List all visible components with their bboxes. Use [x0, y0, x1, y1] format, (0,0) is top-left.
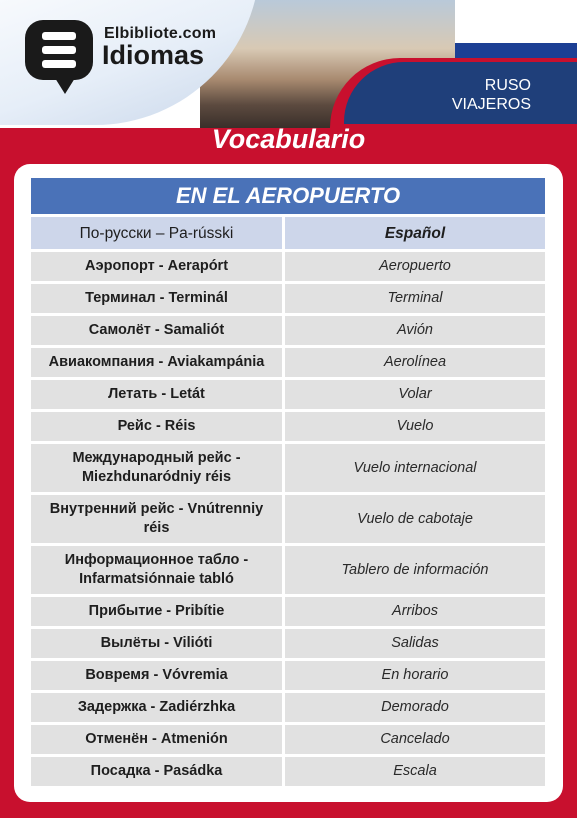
russian-term: Задержка - Zadiérzhka: [31, 693, 285, 722]
table-row: [31, 722, 545, 754]
table-row: [31, 249, 545, 281]
table-row: [31, 543, 545, 594]
table-header-row: [31, 214, 545, 249]
russian-term: Посадка - Pasádka: [31, 757, 285, 786]
russian-term: Самолёт - Samaliót: [31, 316, 285, 345]
table-title: EN EL AEROPUERTO: [31, 178, 545, 214]
table-row: [31, 626, 545, 658]
russian-term: Прибытие - Pribítie: [31, 597, 285, 626]
spanish-term: Demorado: [285, 693, 545, 722]
table-row: [31, 492, 545, 543]
russian-term: Внутренний рейс - Vnútrenniy réis: [31, 495, 285, 543]
russian-term: Отменён - Atmenión: [31, 725, 285, 754]
column-header-spanish: Español: [285, 217, 545, 249]
vocabulary-table: [31, 178, 545, 786]
russian-term: Авиакомпания - Aviakampánia: [31, 348, 285, 377]
table-row: [31, 690, 545, 722]
table-row: [31, 754, 545, 786]
spanish-term: Cancelado: [285, 725, 545, 754]
spanish-term: Arribos: [285, 597, 545, 626]
spanish-term: Vuelo internacional: [285, 444, 545, 492]
russian-term: Информационное табло - Infarmatsiónnaie tabló: [31, 546, 285, 594]
spanish-term: Avión: [285, 316, 545, 345]
spanish-term: Escala: [285, 757, 545, 786]
spanish-term: Tablero de información: [285, 546, 545, 594]
spanish-term: Salidas: [285, 629, 545, 658]
russian-term: Терминал - Terminál: [31, 284, 285, 313]
russian-term: Летать - Letát: [31, 380, 285, 409]
russian-term: Рейс - Réis: [31, 412, 285, 441]
table-row: [31, 441, 545, 492]
table-row: [31, 345, 545, 377]
category-badge-text: [452, 76, 531, 114]
russian-term: Вовремя - Vóvremia: [31, 661, 285, 690]
russian-term: Международный рейс - Miezhdunaródniy réis: [31, 444, 285, 492]
table-row: [31, 409, 545, 441]
spanish-term: Vuelo de cabotaje: [285, 495, 545, 543]
column-header-russian: По-русски – Pa-rússki: [31, 217, 285, 249]
page-title: Vocabulario: [211, 124, 366, 154]
badge-language: RUSO: [484, 77, 531, 94]
table-row: [31, 594, 545, 626]
header-banner: [0, 0, 577, 128]
badge-category: VIAJEROS: [451, 96, 531, 113]
spanish-term: Volar: [285, 380, 545, 409]
table-row: [31, 313, 545, 345]
logo-icon: [25, 20, 93, 80]
spanish-term: En horario: [285, 661, 545, 690]
table-row: [31, 377, 545, 409]
russian-term: Вылёты - Vilióti: [31, 629, 285, 658]
spanish-term: Vuelo: [285, 412, 545, 441]
table-row: [31, 658, 545, 690]
spanish-term: Terminal: [285, 284, 545, 313]
spanish-term: Aeropuerto: [285, 252, 545, 281]
brand-name: Elbibliote.com: [104, 25, 217, 42]
russian-term: Аэропорт - Aerapórt: [31, 252, 285, 281]
table-row: [31, 281, 545, 313]
spanish-term: Aerolínea: [285, 348, 545, 377]
brand-subtitle: Idiomas: [102, 40, 205, 70]
